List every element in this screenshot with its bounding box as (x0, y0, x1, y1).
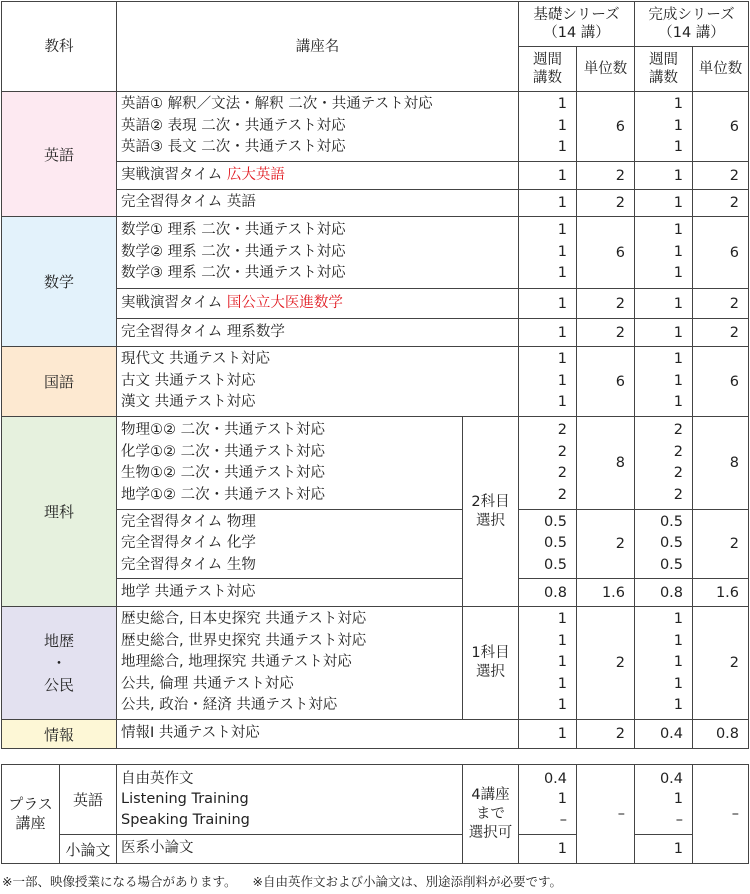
plus-selection-note (463, 765, 519, 864)
plus-subject-essay: 小論文 (60, 835, 117, 864)
complete-weekly-cell (635, 92, 693, 162)
complete-credits-cell: 6 (693, 347, 749, 417)
course-cell: 情報Ⅰ 共通テスト対応 (117, 720, 519, 749)
basic-series-count: （14 講） (543, 25, 610, 41)
complete-credits-cell: 8 (693, 417, 749, 510)
weekly-label-1: 週間 (533, 52, 562, 68)
basic-credits-cell: 2 (577, 319, 635, 347)
course-name: 完全習得タイム 化学 (121, 535, 256, 552)
complete-series-label: 完成シリーズ (648, 7, 735, 23)
complete-weekly-cell (635, 347, 693, 417)
header-basic-weekly (519, 47, 577, 92)
course-name: 英語② 表現 二次・共通テスト対応 (121, 117, 346, 134)
value: 1 (673, 265, 683, 282)
header-basic-credits: 単位数 (577, 47, 635, 92)
selection-text: 選択 (476, 512, 505, 529)
complete-weekly-cell (635, 607, 693, 720)
value: 0.5 (543, 556, 567, 573)
basic-weekly-cell: 1 (519, 835, 577, 864)
value: 2 (557, 422, 567, 438)
selection-text: まで (476, 805, 505, 822)
basic-weekly-cell (519, 217, 577, 289)
course-highlight: 広大英語 (226, 166, 285, 183)
basic-credits-cell: – (577, 765, 635, 864)
course-name: 実戦演習タイム (121, 294, 227, 311)
complete-credits-cell: 0.8 (693, 720, 749, 749)
complete-weekly-cell (635, 217, 693, 289)
course-cell: 完全習得タイム 理系数学 (117, 319, 519, 347)
plus-subject-english: 英語 (60, 765, 117, 835)
value: 1 (673, 243, 683, 260)
science-selection-note (463, 417, 519, 607)
value: 1 (557, 351, 567, 368)
course-cell: 地学 共通テスト対応 (117, 579, 463, 607)
table-row (2, 217, 749, 289)
table-row (2, 347, 749, 417)
header-subject: 教科 (2, 2, 117, 92)
course-cell (117, 289, 519, 319)
value: 1 (673, 394, 683, 411)
value: 2 (557, 486, 567, 503)
value: 1 (557, 611, 567, 628)
subject-math: 数学 (2, 217, 117, 347)
basic-weekly-cell (519, 765, 577, 835)
basic-credits-cell: 2 (577, 510, 635, 579)
complete-weekly-cell: 1 (635, 319, 693, 347)
course-name: 実戦演習タイム (121, 166, 227, 183)
course-cell (117, 510, 463, 579)
weekly-label-2: 講数 (649, 70, 678, 86)
basic-weekly-cell (519, 92, 577, 162)
basic-credits-cell: 6 (577, 347, 635, 417)
course-name: 歴史総合, 世界史探究 共通テスト対応 (121, 632, 367, 649)
basic-credits-cell: 6 (577, 92, 635, 162)
value: 1 (673, 372, 683, 389)
course-name: 数学① 理系 二次・共通テスト対応 (121, 222, 346, 239)
course-cell (117, 765, 463, 835)
category-text: プラス (8, 795, 53, 813)
basic-weekly-cell: 1 (519, 720, 577, 749)
value: 1 (673, 351, 683, 368)
course-name: Listening Training (121, 791, 249, 808)
header-complete-credits: 単位数 (693, 47, 749, 92)
complete-weekly-cell: 1 (635, 835, 693, 864)
value: 1 (557, 632, 567, 649)
value: 1 (673, 791, 683, 808)
course-name: 完全習得タイム 生物 (121, 556, 256, 573)
basic-weekly-cell: 1 (519, 289, 577, 319)
value: 0.4 (659, 770, 683, 787)
basic-weekly-cell (519, 510, 577, 579)
table-row (2, 92, 749, 162)
header-course: 講座名 (117, 2, 519, 92)
course-name: 数学② 理系 二次・共通テスト対応 (121, 243, 346, 260)
header-complete-weekly (635, 47, 693, 92)
value: 2 (673, 422, 683, 438)
complete-weekly-cell: 0.4 (635, 720, 693, 749)
selection-text: 2科目 (471, 493, 510, 510)
basic-credits-cell: 2 (577, 162, 635, 190)
complete-credits-cell: – (693, 765, 749, 864)
selection-text: 選択可 (468, 824, 513, 841)
subject-science: 理科 (2, 417, 117, 607)
value: 2 (557, 443, 567, 460)
value: 1 (557, 117, 567, 134)
header-basic-series (519, 2, 635, 47)
complete-credits-cell: 2 (693, 319, 749, 347)
value: 1 (673, 96, 683, 113)
basic-credits-cell: 2 (577, 607, 635, 720)
complete-credits-cell: 2 (693, 162, 749, 190)
table-row (2, 765, 749, 835)
basic-weekly-cell: 1 (519, 162, 577, 190)
basic-credits-cell: 2 (577, 190, 635, 217)
value: 2 (673, 465, 683, 481)
table-row (2, 720, 749, 749)
value: 0.5 (659, 513, 683, 530)
course-name: 化学①② 二次・共通テスト対応 (121, 443, 326, 460)
value: 1 (557, 654, 567, 671)
complete-weekly-cell: 1 (635, 162, 693, 190)
basic-weekly-cell: 1 (519, 319, 577, 347)
subject-info: 情報 (2, 720, 117, 749)
basic-weekly-cell (519, 347, 577, 417)
header-complete-series (635, 2, 749, 47)
value: 1 (557, 791, 567, 808)
selection-text: 選択 (476, 664, 505, 680)
value: 1 (557, 697, 567, 714)
subject-text: 公民 (43, 676, 74, 694)
course-cell: 完全習得タイム 英語 (117, 190, 519, 217)
course-name: 英語① 解釈／文法・解釈 二次・共通テスト対応 (121, 96, 433, 113)
course-name: 生物①② 二次・共通テスト対応 (121, 465, 326, 481)
value: 2 (557, 465, 567, 481)
subject-english: 英語 (2, 92, 117, 217)
table-row (2, 607, 749, 720)
social-selection-note (463, 607, 519, 720)
value: 1 (557, 243, 567, 260)
weekly-label-2: 講数 (533, 70, 562, 86)
plus-category (2, 765, 60, 864)
course-name: 現代文 共通テスト対応 (121, 351, 271, 368)
basic-weekly-cell: 0.8 (519, 579, 577, 607)
basic-credits-cell: 1.6 (577, 579, 635, 607)
course-cell (117, 347, 519, 417)
basic-series-label: 基礎シリーズ (533, 7, 620, 23)
complete-credits-cell: 6 (693, 217, 749, 289)
value: 0.5 (543, 513, 567, 530)
course-name: 歴史総合, 日本史探究 共通テスト対応 (121, 611, 367, 628)
course-cell (117, 217, 519, 289)
plus-course-table (1, 764, 749, 864)
value: 0.5 (543, 535, 567, 552)
basic-weekly-cell (519, 607, 577, 720)
complete-credits-cell: 6 (693, 92, 749, 162)
value: – (675, 811, 683, 828)
complete-weekly-cell: 0.8 (635, 579, 693, 607)
value: 1 (557, 265, 567, 282)
subject-text: 地歴 (43, 632, 74, 650)
course-cell: 医系小論文 (117, 835, 463, 864)
complete-series-count: （14 講） (658, 25, 725, 41)
weekly-label-1: 週間 (649, 52, 678, 68)
course-name: 自由英作文 (121, 770, 194, 787)
basic-weekly-cell (519, 417, 577, 510)
complete-credits-cell: 2 (693, 510, 749, 579)
course-name: 古文 共通テスト対応 (121, 372, 256, 389)
basic-credits-cell: 6 (577, 217, 635, 289)
course-cell (117, 607, 463, 720)
course-name: 地学①② 二次・共通テスト対応 (121, 486, 326, 503)
value: 1 (673, 611, 683, 628)
value: 1 (557, 372, 567, 389)
value: 1 (557, 96, 567, 113)
value: 1 (557, 222, 567, 239)
value: 1 (673, 139, 683, 156)
complete-credits-cell: 2 (693, 190, 749, 217)
value: 0.4 (543, 770, 567, 787)
complete-credits-cell: 1.6 (693, 579, 749, 607)
course-highlight: 国公立大医進数学 (226, 294, 343, 311)
basic-credits-cell: 2 (577, 720, 635, 749)
course-name: 公共, 倫理 共通テスト対応 (121, 675, 294, 692)
course-table (1, 1, 749, 749)
course-name: 漢文 共通テスト対応 (121, 394, 256, 411)
course-name: 完全習得タイム 物理 (121, 513, 256, 530)
subject-text: ・ (51, 654, 67, 672)
complete-weekly-cell: 1 (635, 190, 693, 217)
value: 1 (557, 139, 567, 156)
table-row (2, 835, 749, 864)
selection-text: 4講座 (471, 786, 510, 803)
course-cell (117, 417, 463, 510)
complete-weekly-cell: 1 (635, 289, 693, 319)
value: 1 (557, 675, 567, 692)
value: 2 (673, 443, 683, 460)
complete-credits-cell: 2 (693, 607, 749, 720)
value: 1 (673, 697, 683, 714)
complete-credits-cell: 2 (693, 289, 749, 319)
basic-credits-cell: 2 (577, 289, 635, 319)
value: – (559, 811, 567, 828)
course-name: 英語③ 長文 二次・共通テスト対応 (121, 139, 346, 156)
value: 0.5 (659, 535, 683, 552)
value: 1 (673, 222, 683, 239)
category-text: 講座 (15, 814, 46, 832)
value: 1 (673, 117, 683, 134)
footnotes (2, 872, 562, 890)
course-cell (117, 162, 519, 190)
subject-social (2, 607, 117, 720)
course-name: 公共, 政治・経済 共通テスト対応 (121, 697, 338, 714)
course-name: Speaking Training (121, 811, 250, 828)
value: 1 (673, 654, 683, 671)
value: 1 (673, 632, 683, 649)
value: 1 (673, 675, 683, 692)
footnote: ※自由英作文および小論文は、別途添削料が必要です。 (252, 874, 562, 889)
value: 0.5 (659, 556, 683, 573)
value: 1 (557, 394, 567, 411)
selection-text: 1科目 (471, 645, 510, 661)
basic-credits-cell: 8 (577, 417, 635, 510)
basic-weekly-cell: 1 (519, 190, 577, 217)
table-row (2, 417, 749, 510)
course-cell (117, 92, 519, 162)
complete-weekly-cell (635, 417, 693, 510)
course-name: 数学③ 理系 二次・共通テスト対応 (121, 265, 346, 282)
subject-japanese: 国語 (2, 347, 117, 417)
complete-weekly-cell (635, 510, 693, 579)
complete-weekly-cell (635, 765, 693, 835)
course-name: 地理総合, 地理探究 共通テスト対応 (121, 654, 352, 671)
footnote: ※一部、映像授業になる場合があります。 (2, 874, 237, 889)
value: 2 (673, 486, 683, 503)
course-name: 物理①② 二次・共通テスト対応 (121, 422, 326, 438)
